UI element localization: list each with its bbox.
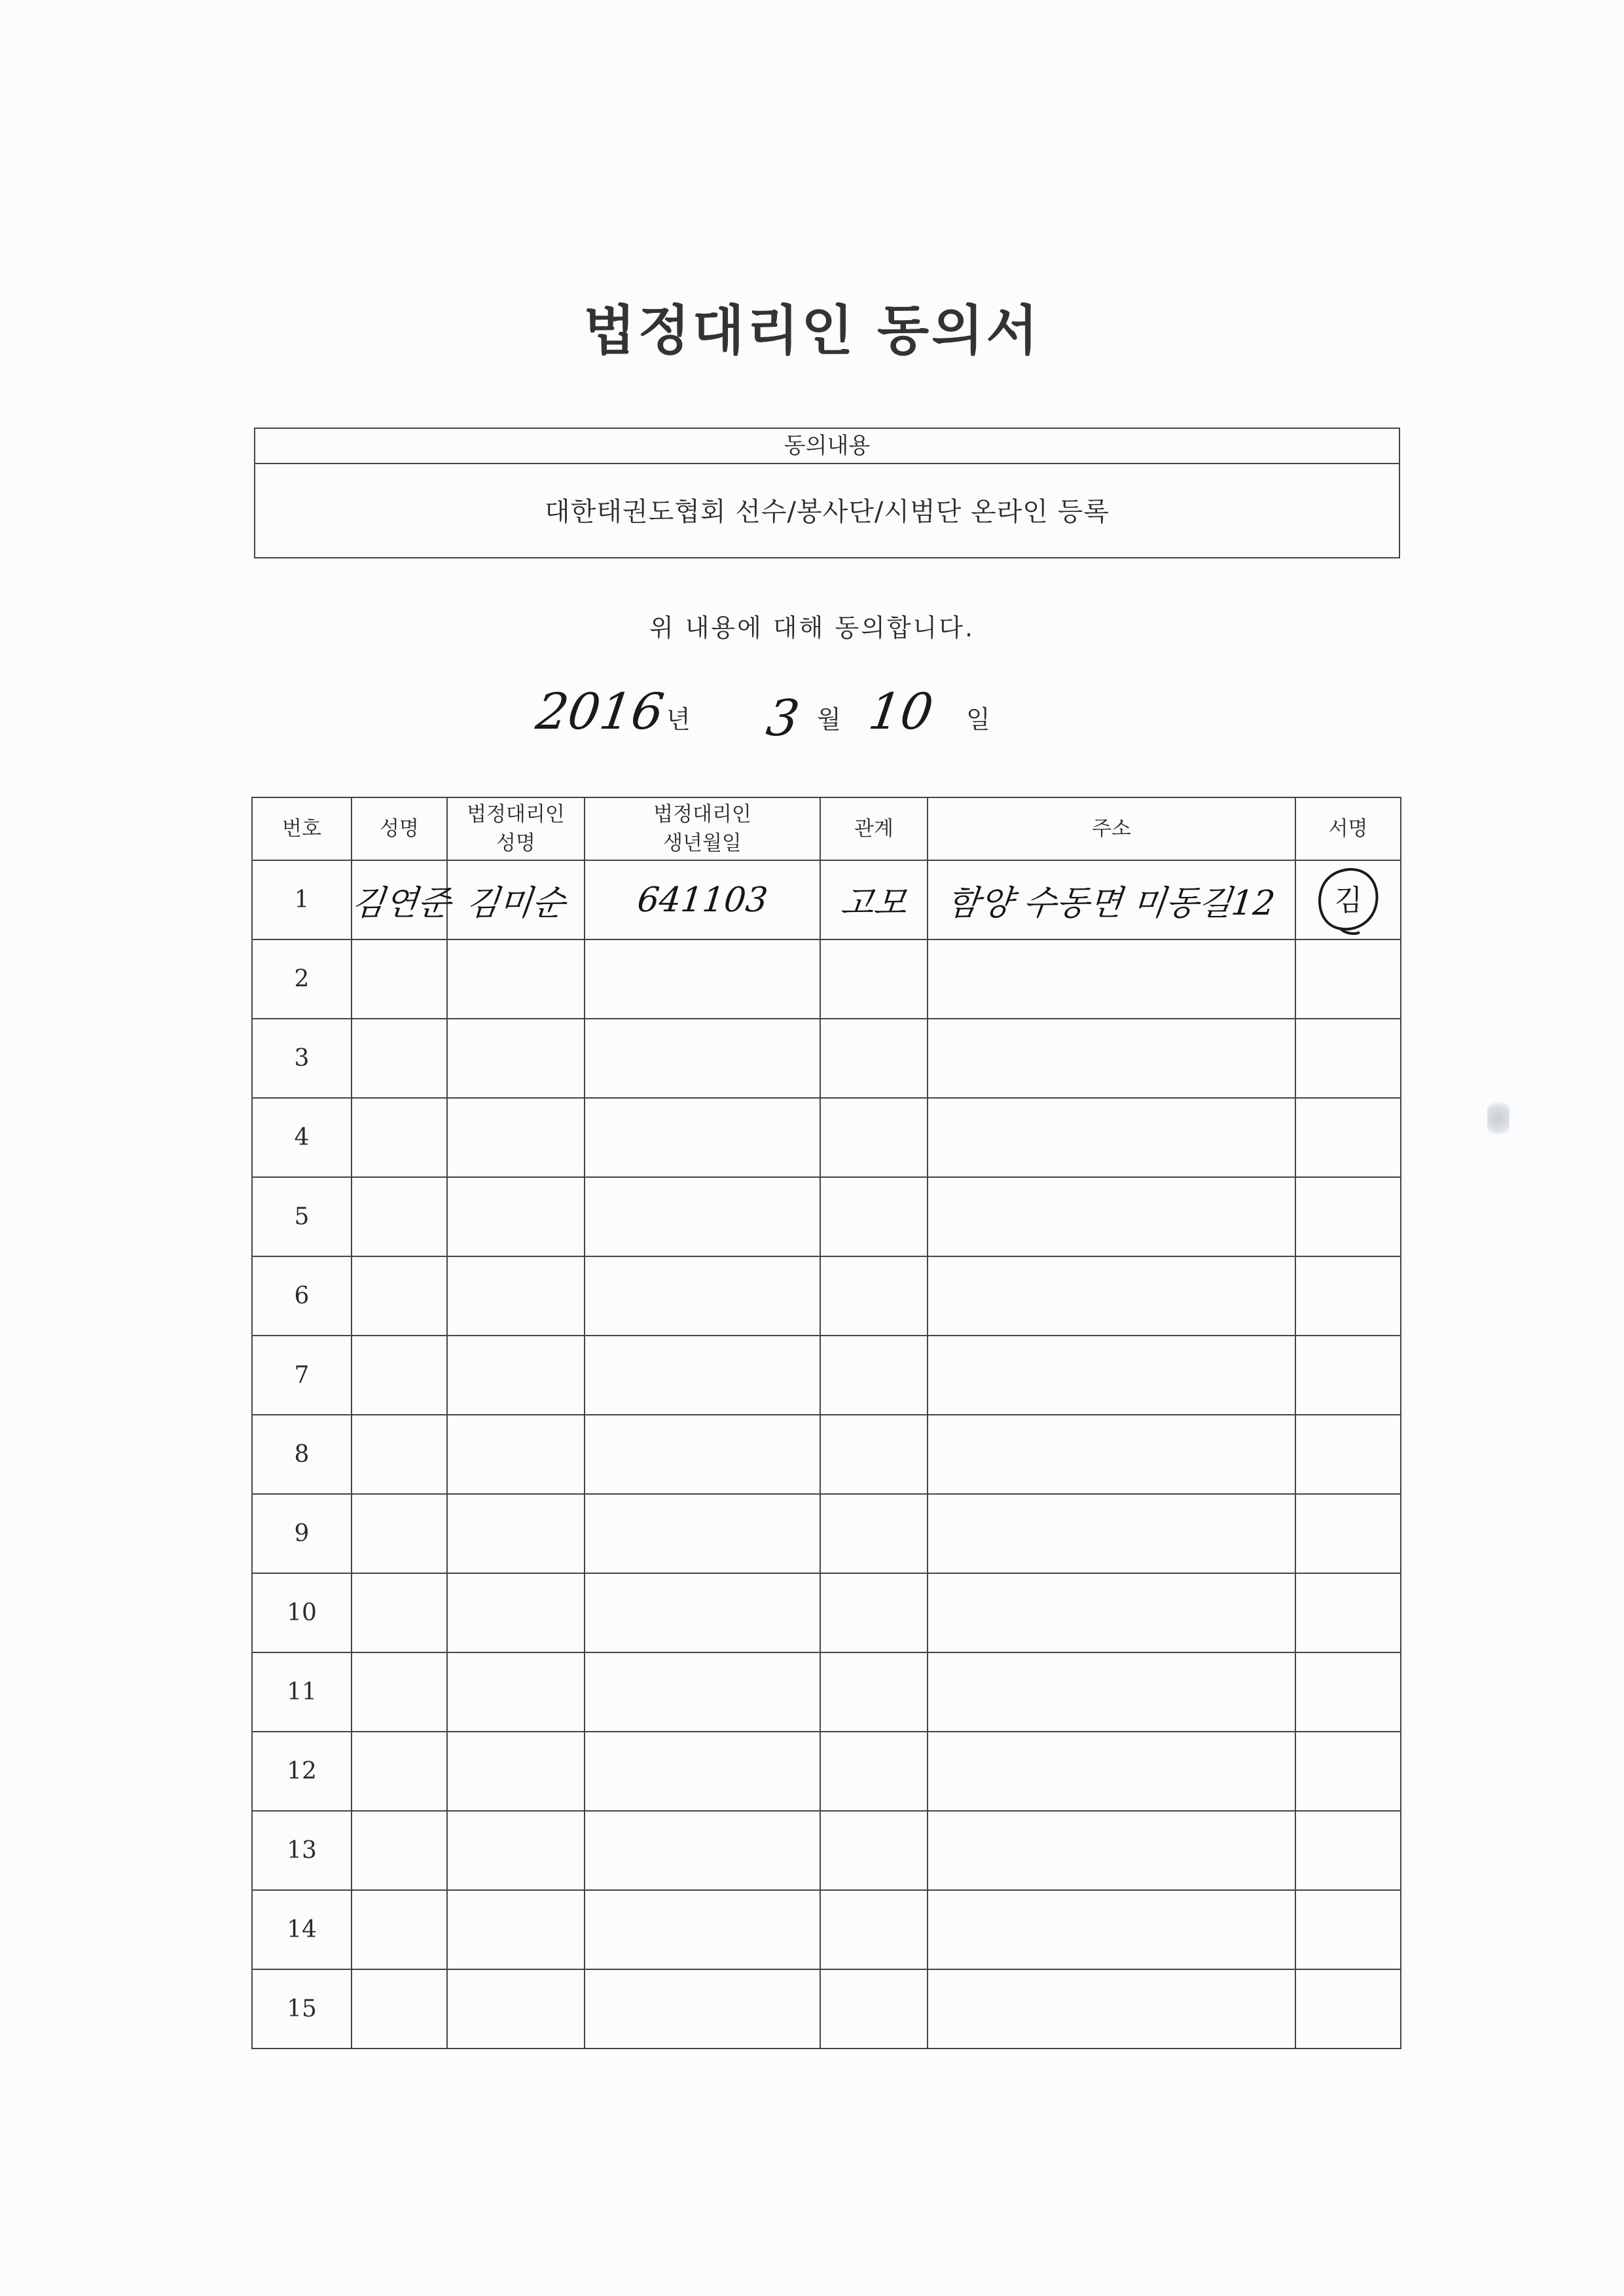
cell-guardian-name [447, 1969, 585, 2049]
consent-header: 동의내용 [255, 429, 1399, 464]
cell-guardian-name [447, 1336, 585, 1415]
table-row [252, 1732, 1401, 1811]
cell-no-value: 14 [287, 1916, 317, 1943]
table-row [252, 1415, 1401, 1494]
cell-no [252, 1494, 352, 1573]
cell-no [252, 1969, 352, 2049]
cell-relation [820, 1732, 928, 1811]
cell-guardian-birth [585, 1890, 820, 1969]
cell-signature [1295, 1890, 1401, 1969]
table-row [252, 1969, 1401, 2049]
table-row [252, 1573, 1401, 1652]
cell-guardian-name [447, 1415, 585, 1494]
table-row [252, 939, 1401, 1019]
cell-signature [1295, 1732, 1401, 1811]
cell-address [928, 1732, 1295, 1811]
cell-guardian-name [447, 1811, 585, 1890]
header-number [252, 797, 352, 860]
cell-relation [820, 1969, 928, 2049]
cell-address [928, 860, 1295, 939]
table-row [252, 1019, 1401, 1098]
cell-no-value: 4 [294, 1124, 310, 1151]
cell-no-value: 13 [287, 1837, 317, 1864]
date-day-handwritten: 10 [865, 682, 937, 740]
cell-signature [1295, 1652, 1401, 1732]
cell-address [928, 1415, 1295, 1494]
cell-name [352, 1415, 447, 1494]
cell-no [252, 1098, 352, 1177]
date-day-unit: 일 [966, 705, 990, 734]
cell-name [352, 1019, 447, 1098]
table-header-row [252, 797, 1401, 860]
cell-guardian-name [447, 1098, 585, 1177]
cell-guardian-birth [585, 1256, 820, 1336]
cell-guardian-birth-value: 641103 [635, 880, 770, 920]
cell-guardian-name [447, 1652, 585, 1732]
cell-guardian-birth [585, 1811, 820, 1890]
cell-address [928, 1811, 1295, 1890]
header-guardian-birth-line2: 생년월일 [663, 831, 742, 855]
cell-no-value: 15 [287, 1995, 317, 2022]
cell-relation [820, 1415, 928, 1494]
cell-address [928, 939, 1295, 1019]
cell-name [352, 1494, 447, 1573]
cell-relation [820, 1256, 928, 1336]
cell-address [928, 1256, 1295, 1336]
scan-smudge [1487, 1098, 1509, 1139]
header-number-label: 번호 [282, 817, 321, 841]
table-row [252, 1811, 1401, 1890]
consent-body: 대한태권도협회 선수/봉사단/시범단 온라인 등록 [545, 497, 1110, 527]
cell-signature [1295, 1494, 1401, 1573]
table-row [252, 860, 1401, 939]
cell-address-value: 함양 수동면 미동길12 [945, 884, 1278, 923]
header-address-label: 주소 [1092, 817, 1131, 841]
agreement-statement: 위 내용에 대해 동의합니다. [649, 613, 975, 642]
cell-address [928, 1573, 1295, 1652]
cell-no [252, 1256, 352, 1336]
cell-guardian-birth [585, 1177, 820, 1256]
date-year-handwritten: 2016 [532, 682, 668, 740]
cell-name [352, 1177, 447, 1256]
cell-guardian-name [447, 1019, 585, 1098]
cell-signature [1295, 860, 1401, 939]
date-month-handwritten: 3 [763, 689, 803, 747]
cell-signature [1295, 1415, 1401, 1494]
cell-address [928, 1177, 1295, 1256]
cell-address [928, 1652, 1295, 1732]
cell-no-value: 3 [294, 1045, 310, 1072]
cell-guardian-birth [585, 1652, 820, 1732]
cell-no [252, 1177, 352, 1256]
cell-signature [1295, 1019, 1401, 1098]
cell-name [352, 1890, 447, 1969]
header-guardian-birth [585, 797, 820, 860]
cell-name [352, 1811, 447, 1890]
cell-signature [1295, 1811, 1401, 1890]
header-name-label: 성명 [380, 817, 419, 841]
cell-relation [820, 1019, 928, 1098]
date-month-unit: 월 [817, 705, 841, 734]
cell-guardian-name [447, 1732, 585, 1811]
cell-name [352, 1652, 447, 1732]
cell-relation [820, 860, 928, 939]
signature-text: 김 [1334, 883, 1362, 917]
cell-no [252, 1019, 352, 1098]
cell-signature [1295, 1969, 1401, 2049]
cell-name [352, 1098, 447, 1177]
cell-guardian-birth [585, 1494, 820, 1573]
consent-box [254, 428, 1400, 558]
date-year-unit: 년 [666, 705, 691, 734]
cell-guardian-name [447, 1256, 585, 1336]
cell-relation [820, 1336, 928, 1415]
cell-no [252, 1890, 352, 1969]
cell-address [928, 1890, 1295, 1969]
cell-relation [820, 1494, 928, 1573]
cell-no [252, 1415, 352, 1494]
cell-address [928, 1969, 1295, 2049]
cell-name [352, 1256, 447, 1336]
cell-guardian-birth [585, 1336, 820, 1415]
cell-signature [1295, 1256, 1401, 1336]
cell-guardian-name [447, 939, 585, 1019]
cell-no-value: 7 [294, 1362, 310, 1389]
cell-relation [820, 1652, 928, 1732]
table-row [252, 1098, 1401, 1177]
cell-relation [820, 939, 928, 1019]
cell-no-value: 6 [294, 1283, 310, 1309]
header-name [352, 797, 447, 860]
header-guardian-name [447, 797, 585, 860]
cell-no-value: 5 [294, 1203, 310, 1230]
cell-signature [1295, 1177, 1401, 1256]
cell-guardian-birth [585, 1415, 820, 1494]
cell-no [252, 1652, 352, 1732]
cell-relation-value: 고모 [839, 884, 909, 923]
cell-name [352, 939, 447, 1019]
cell-name-value: 김연준 [350, 884, 453, 923]
cell-no-value: 2 [294, 966, 310, 993]
header-address [928, 797, 1295, 860]
cell-no-value: 9 [294, 1520, 310, 1547]
cell-no [252, 939, 352, 1019]
cell-guardian-birth [585, 1019, 820, 1098]
cell-no-value: 1 [294, 886, 310, 913]
cell-address [928, 1098, 1295, 1177]
cell-guardian-birth [585, 1732, 820, 1811]
header-relation [820, 797, 928, 860]
header-signature-label: 서명 [1328, 817, 1368, 841]
signature-stamp-icon [1312, 864, 1384, 936]
cell-signature [1295, 1098, 1401, 1177]
cell-no-value: 12 [287, 1758, 317, 1785]
cell-address [928, 1336, 1295, 1415]
cell-no [252, 1573, 352, 1652]
cell-guardian-name-value: 김미순 [463, 884, 567, 923]
cell-relation [820, 1573, 928, 1652]
header-guardian-name-line1: 법정대리인 [467, 803, 565, 826]
cell-no-value: 10 [287, 1599, 317, 1626]
cell-relation [820, 1811, 928, 1890]
cell-name [352, 1969, 447, 2049]
cell-no [252, 1732, 352, 1811]
cell-relation [820, 1177, 928, 1256]
cell-no [252, 860, 352, 939]
cell-name [352, 1336, 447, 1415]
cell-guardian-name [447, 860, 585, 939]
cell-guardian-birth [585, 1098, 820, 1177]
table-row [252, 1177, 1401, 1256]
header-relation-label: 관계 [854, 817, 893, 841]
header-guardian-name-line2: 성명 [496, 831, 535, 855]
cell-signature [1295, 939, 1401, 1019]
table-row [252, 1494, 1401, 1573]
table-row [252, 1256, 1401, 1336]
cell-guardian-name [447, 1177, 585, 1256]
cell-guardian-birth [585, 1969, 820, 2049]
cell-name [352, 1732, 447, 1811]
cell-no-value: 8 [294, 1441, 310, 1468]
cell-address [928, 1019, 1295, 1098]
registration-table [251, 797, 1401, 2049]
cell-guardian-birth [585, 939, 820, 1019]
cell-relation [820, 1890, 928, 1969]
table-row [252, 1336, 1401, 1415]
cell-no [252, 1336, 352, 1415]
cell-guardian-name [447, 1494, 585, 1573]
cell-name [350, 860, 453, 939]
cell-no [252, 1811, 352, 1890]
cell-name [352, 1573, 447, 1652]
cell-guardian-name [447, 1573, 585, 1652]
table-row [252, 1652, 1401, 1732]
header-guardian-birth-line1: 법정대리인 [653, 803, 751, 826]
cell-guardian-name [447, 1890, 585, 1969]
cell-relation [820, 1098, 928, 1177]
cell-signature [1295, 1336, 1401, 1415]
cell-guardian-birth [585, 860, 820, 939]
cell-no-value: 11 [287, 1679, 317, 1705]
date-line [0, 681, 1624, 753]
table-row [252, 1890, 1401, 1969]
document-title: 법정대리인 동의서 [583, 300, 1041, 362]
cell-signature [1295, 1573, 1401, 1652]
header-signature [1295, 797, 1401, 860]
cell-address [928, 1494, 1295, 1573]
cell-guardian-birth [585, 1573, 820, 1652]
